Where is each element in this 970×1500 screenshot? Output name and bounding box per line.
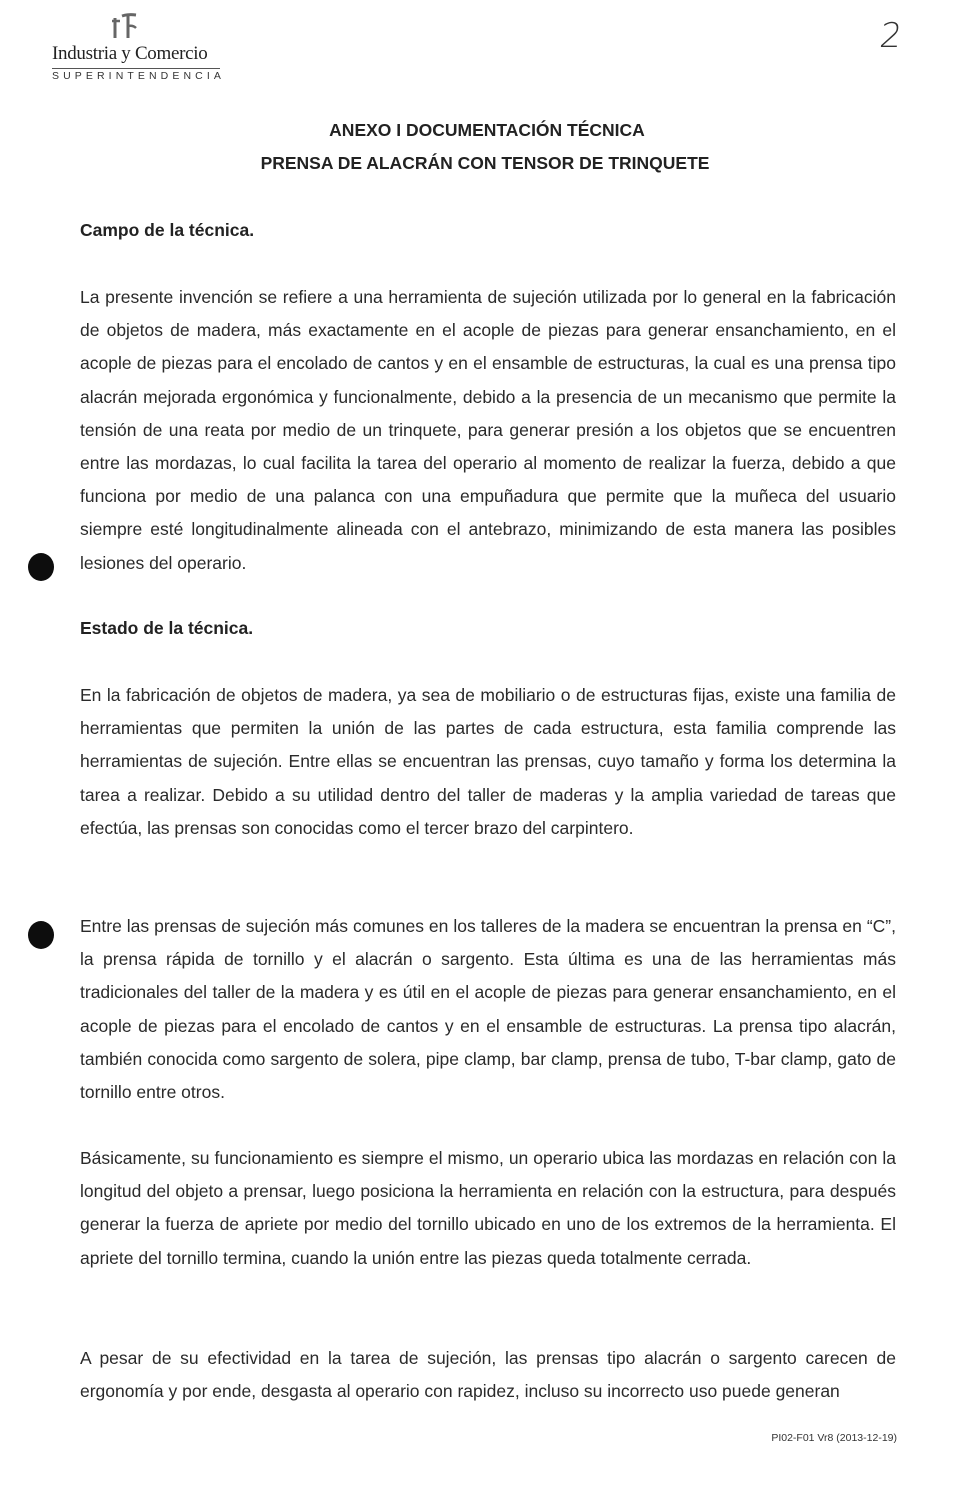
sic-logo bbox=[52, 12, 227, 84]
paragraph-estado-1: En la fabricación de objetos de madera, ya sea de mobiliario o de estructuras fijas, existe una familia de herramientas que permiten la unión de las partes de cada estructura, esta familia comprende las herramientas de sujeción. Entre ellas se encuentran las prensas, cuyo tamaño y forma los determina la tarea a realizar. Debido a su utilidad dentro del taller de maderas y la amplia variedad de tareas que efectúa, las prensas son conocidas como el tercer brazo del carpintero. bbox=[80, 685, 896, 838]
document-title: ANEXO I DOCUMENTACIÓN TÉCNICA bbox=[329, 120, 645, 140]
form-code: PI02-F01 Vr8 (2013-12-19) bbox=[771, 1432, 897, 1444]
logo-divider bbox=[52, 68, 220, 69]
logo-subtitle: SUPERINTENDENCIA bbox=[52, 70, 225, 82]
punch-hole-mark bbox=[28, 553, 54, 581]
paragraph-campo: La presente invención se refiere a una herramienta de sujeción utilizada por lo general en la fabricación de objetos de madera, más exactamente en el acople de piezas para generar ensanchamiento, en el acople de piezas para el encolado de cantos y en el ensamble de estructuras, la cual es una prensa tipo alacrán mejorada ergonómica y funcionalmente, debido a la presencia de un mecanismo que permite la tensión de una reata por medio de un trinquete, para generar presión a los objetos que se encuentren entre las mordazas, lo cual facilita la tarea del operario al momento de realizar la fuerza, debido a que funciona por medio de una palanca con una empuñadura que permite que la muñeca del usuario siempre esté longitudinalmente alineada con el antebrazo, minimizando de esta manera las posibles lesiones del operario. bbox=[80, 287, 896, 573]
sic-emblem-icon bbox=[112, 12, 138, 40]
section-heading-estado: Estado de la técnica. bbox=[80, 618, 254, 638]
punch-hole-mark bbox=[28, 921, 54, 949]
section-heading-campo: Campo de la técnica. bbox=[80, 220, 255, 240]
paragraph-estado-2: Entre las prensas de sujeción más comunes en los talleres de la madera se encuentran la prensa en “C”, la prensa rápida de tornillo y el alacrán o sargento. Esta última es una de las herramientas más tradicionales del taller de la madera y es útil en el acople de piezas para generar ensanchamiento, en el acople de piezas para el encolado de cantos y en el ensamble de estructuras. La prensa tipo alacrán, también conocida como sargento de solera, pipe clamp, bar clamp, prensa de tubo, T-bar clamp, gato de tornillo entre otros. bbox=[80, 916, 896, 1103]
paragraph-estado-4: A pesar de su efectividad en la tarea de sujeción, las prensas tipo alacrán o sargento carecen de ergonomía y por ende, desgasta al operario con rapidez, incluso su incorrecto uso puede generan bbox=[80, 1348, 896, 1402]
page-number: 2 bbox=[877, 16, 905, 56]
document-subtitle: PRENSA DE ALACRÁN CON TENSOR DE TRINQUETE bbox=[260, 153, 710, 173]
logo-name: Industria y Comercio bbox=[52, 43, 208, 64]
paragraph-estado-3: Básicamente, su funcionamiento es siempre el mismo, un operario ubica las mordazas en relación con la longitud del objeto a prensar, luego posiciona la herramienta en relación con la estructura, para después generar la fuerza de apriete por medio del tornillo ubicado en uno de los extremos de la herramienta. El apriete del tornillo termina, cuando la unión entre las piezas queda totalmente cerrada. bbox=[80, 1148, 896, 1268]
